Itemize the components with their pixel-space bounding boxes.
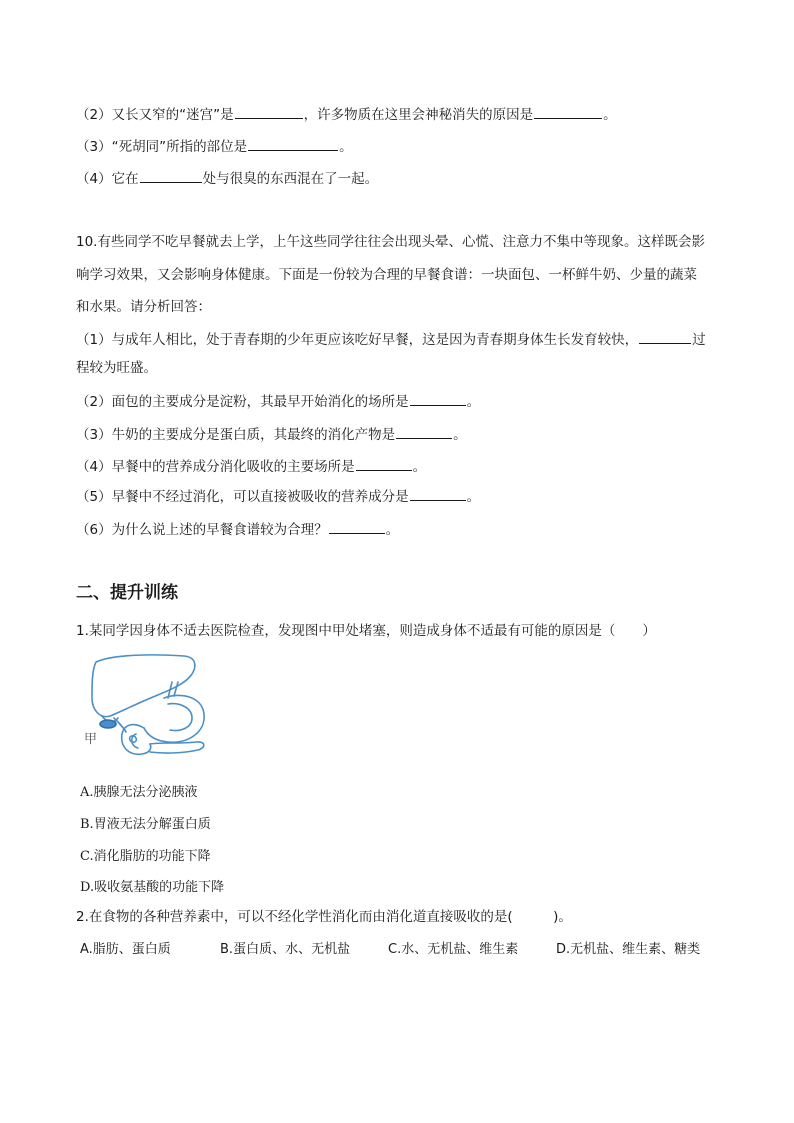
- option-text: 胃液无法分解蛋白质: [93, 817, 211, 832]
- q10-sub5: [76, 486, 480, 506]
- digestive-organs-diagram: [84, 652, 214, 764]
- answer-blank[interactable]: [329, 519, 385, 534]
- option-text: 胰腺无法分泌胰液: [93, 785, 198, 800]
- q9-item-4: [76, 168, 378, 188]
- q1-stem: 1.某同学因身体不适去医院检查，发现图中甲处堵塞，则造成身体不适最有可能的原因是（ ）: [76, 623, 656, 639]
- q1-option-c[interactable]: [80, 845, 211, 864]
- period: 。: [466, 394, 481, 410]
- q10-sub4-text: （4）早餐中的营养成分消化吸收的主要场所是: [76, 459, 355, 475]
- option-text: 消化脂肪的功能下降: [93, 849, 211, 864]
- answer-blank[interactable]: [396, 424, 452, 439]
- answer-blank[interactable]: [410, 486, 466, 501]
- option-text: 脂肪、蛋白质: [92, 942, 171, 957]
- q10-sub5-text: （5）早餐中不经过消化，可以直接被吸收的营养成分是: [76, 489, 409, 505]
- option-text: 蛋白质、水、无机盐: [233, 942, 351, 957]
- q9-item-4-after: 处与很臭的东西混在了一起。: [202, 171, 379, 187]
- q2-option-c[interactable]: [388, 938, 556, 957]
- figure-label-jia: 甲: [84, 732, 98, 747]
- q10-stem-line3: 和水果。请分析回答：: [76, 299, 211, 315]
- section-title: 二、提升训练: [76, 583, 178, 603]
- q2-options: [80, 938, 700, 957]
- q9-item-2: [76, 104, 617, 124]
- option-text: 水、无机盐、维生素: [401, 942, 519, 957]
- option-letter: C.: [80, 849, 94, 864]
- answer-blank[interactable]: [639, 329, 691, 344]
- q9-item-2-after: 。: [603, 107, 617, 123]
- q2-stem: 2.在食物的各种营养素中，可以不经化学性消化而由消化道直接吸收的是( )。: [76, 909, 572, 925]
- answer-blank[interactable]: [140, 168, 202, 183]
- option-letter: A.: [80, 942, 93, 957]
- q10-sub1-line2: 程较为旺盛。: [76, 360, 157, 376]
- option-letter: D.: [556, 942, 571, 957]
- q10-sub1: [76, 329, 706, 349]
- answer-blank[interactable]: [356, 456, 412, 471]
- option-letter: D.: [80, 880, 95, 895]
- option-letter: B.: [80, 817, 94, 832]
- q2-option-b[interactable]: [220, 938, 388, 957]
- q9-item-4-before: （4）它在: [76, 171, 139, 187]
- period: 。: [412, 459, 427, 475]
- q1-option-b[interactable]: [80, 813, 211, 832]
- q10-sub6-text: （6）为什么说上述的早餐食谱较为合理？: [76, 522, 328, 538]
- q10-sub2-text: （2）面包的主要成分是淀粉，其最早开始消化的场所是: [76, 394, 409, 410]
- q1-option-a[interactable]: [80, 781, 198, 800]
- period: 。: [385, 522, 400, 538]
- q10-sub2: [76, 391, 480, 411]
- q9-item-3-before: （3）“死胡同”所指的部位是: [76, 139, 248, 155]
- q9-item-2-middle: ，许多物质在这里会神秘消失的原因是: [303, 107, 534, 123]
- period: 。: [466, 489, 481, 505]
- answer-blank[interactable]: [534, 104, 602, 119]
- q10-sub4: [76, 456, 426, 476]
- option-letter: C.: [388, 942, 402, 957]
- option-text: 无机盐、维生素、糖类: [570, 942, 701, 957]
- answer-blank[interactable]: [248, 136, 338, 151]
- option-letter: A.: [80, 785, 94, 800]
- answer-blank[interactable]: [410, 391, 466, 406]
- q2-option-a[interactable]: [80, 938, 220, 957]
- period: 。: [453, 427, 467, 443]
- q9-item-3-after: 。: [339, 139, 353, 155]
- digestive-organs-figure: [84, 652, 214, 764]
- q10-sub1-text: （1）与成年人相比，处于青春期的少年更应该吃好早餐，这是因为青春期身体生长发育较快，: [76, 332, 639, 348]
- q2-option-d[interactable]: [556, 938, 700, 957]
- q10-stem-line1: 10.有些同学不吃早餐就去上学，上午这些同学往往会出现头晕、心慌、注意力不集中等现象。这样既会影: [76, 234, 705, 250]
- option-letter: B.: [220, 942, 234, 957]
- q10-sub3-text: （3）牛奶的主要成分是蛋白质，其最终的消化产物是: [76, 427, 396, 443]
- option-text: 吸收氨基酸的功能下降: [94, 880, 225, 895]
- answer-blank[interactable]: [235, 104, 303, 119]
- q10-sub1-after: 过: [692, 332, 706, 348]
- q10-stem-line2: 响学习效果，又会影响身体健康。下面是一份较为合理的早餐食谱：一块面包、一杯鲜牛奶、少量的蔬菜: [76, 267, 697, 283]
- q1-option-d[interactable]: [80, 876, 224, 895]
- q9-item-3: [76, 136, 353, 156]
- q10-sub3: [76, 424, 467, 444]
- q9-item-2-before: （2）又长又窄的“迷宫”是: [76, 107, 234, 123]
- q10-sub6: [76, 519, 399, 539]
